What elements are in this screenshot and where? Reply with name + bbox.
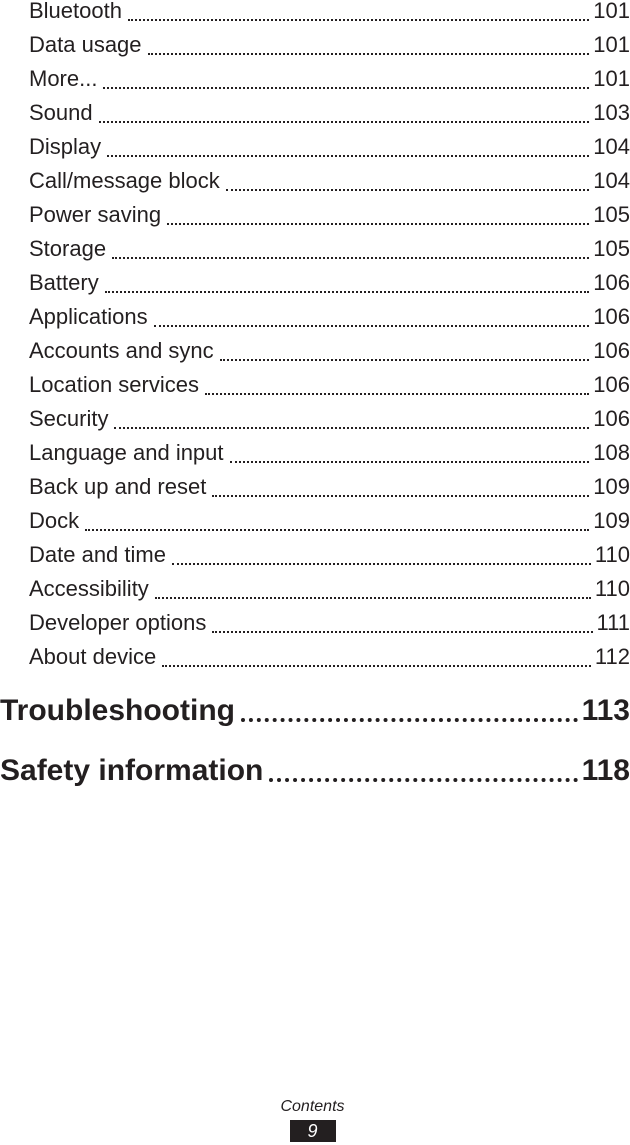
toc-entry-page: 108 bbox=[593, 440, 630, 465]
toc-section-label: Troubleshooting bbox=[0, 694, 235, 727]
toc-entry-call-message-block[interactable] bbox=[0, 168, 630, 204]
dot-leader bbox=[230, 461, 590, 463]
dot-leader bbox=[226, 189, 590, 191]
dot-leader bbox=[148, 53, 590, 55]
dot-leader bbox=[85, 529, 589, 531]
toc-entry-page: 101 bbox=[593, 66, 630, 91]
toc-entry-page: 112 bbox=[594, 644, 630, 669]
footer-section-name: Contents bbox=[280, 1098, 345, 1115]
toc-entry-label: Location services bbox=[29, 372, 199, 397]
toc-entry-page: 106 bbox=[593, 338, 630, 363]
dot-leader bbox=[112, 257, 589, 259]
toc-entry-page: 106 bbox=[593, 372, 630, 397]
toc-entry-data-usage[interactable] bbox=[0, 32, 630, 68]
toc-entry-label: Back up and reset bbox=[29, 474, 207, 499]
dot-leader bbox=[241, 718, 578, 722]
toc-entry-sound[interactable] bbox=[0, 100, 630, 136]
dot-leader bbox=[162, 665, 591, 667]
dot-leader bbox=[128, 19, 589, 21]
dot-leader bbox=[155, 597, 591, 599]
toc-entry-battery[interactable] bbox=[0, 270, 630, 306]
dot-leader bbox=[99, 121, 590, 123]
toc-entry-date-and-time[interactable] bbox=[0, 542, 630, 578]
toc-section-page: 113 bbox=[581, 694, 630, 727]
toc-entry-page: 104 bbox=[593, 168, 630, 193]
toc-section-page: 118 bbox=[581, 754, 630, 787]
toc-entry-page: 105 bbox=[593, 202, 630, 227]
toc-entry-page: 103 bbox=[593, 100, 630, 125]
toc-entry-power-saving[interactable] bbox=[0, 202, 630, 238]
toc-entry-security[interactable] bbox=[0, 406, 630, 442]
toc-entry-label: Security bbox=[29, 406, 109, 431]
toc-entry-language-and-input[interactable] bbox=[0, 440, 630, 476]
toc-entry-label: Applications bbox=[29, 304, 148, 329]
dot-leader bbox=[103, 87, 589, 89]
toc-entry-dock[interactable] bbox=[0, 508, 630, 544]
dot-leader bbox=[269, 778, 577, 782]
toc-entry-page: 106 bbox=[593, 270, 630, 295]
toc-entry-more[interactable] bbox=[0, 66, 630, 102]
dot-leader bbox=[172, 563, 591, 565]
toc-entry-page: 106 bbox=[593, 304, 630, 329]
dot-leader bbox=[154, 325, 590, 327]
toc-entry-page: 110 bbox=[594, 576, 630, 601]
toc-entry-storage[interactable] bbox=[0, 236, 630, 272]
toc-entry-label: Battery bbox=[29, 270, 99, 295]
toc-entry-label: Dock bbox=[29, 508, 80, 533]
toc-entry-accounts-and-sync[interactable] bbox=[0, 338, 630, 374]
toc-entry-label: Display bbox=[29, 134, 102, 159]
dot-leader bbox=[220, 359, 590, 361]
toc-entry-page: 110 bbox=[594, 542, 630, 567]
dot-leader bbox=[114, 427, 589, 429]
toc-entry-page: 101 bbox=[593, 0, 630, 23]
toc-section-label: Safety information bbox=[0, 754, 264, 787]
toc-entry-page: 101 bbox=[593, 32, 630, 57]
dot-leader bbox=[212, 631, 592, 633]
toc-entry-label: Power saving bbox=[29, 202, 162, 227]
toc-section-troubleshooting[interactable] bbox=[0, 694, 630, 736]
dot-leader bbox=[212, 495, 589, 497]
toc-entry-applications[interactable] bbox=[0, 304, 630, 340]
toc-entry-label: Developer options bbox=[29, 610, 207, 635]
dot-leader bbox=[167, 223, 589, 225]
toc-entry-label: Storage bbox=[29, 236, 107, 261]
toc-entry-about-device[interactable] bbox=[0, 644, 630, 680]
toc-section-safety-information[interactable] bbox=[0, 754, 630, 796]
toc-entry-label: Language and input bbox=[29, 440, 224, 465]
toc-entry-back-up-and-reset[interactable] bbox=[0, 474, 630, 510]
dot-leader bbox=[105, 291, 590, 293]
toc-entry-label: Bluetooth bbox=[29, 0, 122, 23]
toc-entry-label: More... bbox=[29, 66, 98, 91]
toc-entry-page: 104 bbox=[593, 134, 630, 159]
toc-entry-bluetooth[interactable] bbox=[0, 0, 630, 34]
toc-entry-label: Sound bbox=[29, 100, 93, 125]
toc-entry-page: 109 bbox=[593, 508, 630, 533]
toc-entry-page: 109 bbox=[593, 474, 630, 499]
toc-entry-label: Data usage bbox=[29, 32, 142, 57]
toc-entry-accessibility[interactable] bbox=[0, 576, 630, 612]
toc-entry-page: 111 bbox=[596, 610, 630, 635]
dot-leader bbox=[107, 155, 589, 157]
toc-entry-page: 105 bbox=[593, 236, 630, 261]
page-footer bbox=[0, 1098, 630, 1142]
toc-entry-label: About device bbox=[29, 644, 157, 669]
toc-entry-page: 106 bbox=[593, 406, 630, 431]
toc-entry-developer-options[interactable] bbox=[0, 610, 630, 646]
footer-page-number: 9 bbox=[290, 1120, 336, 1142]
toc-entry-display[interactable] bbox=[0, 134, 630, 170]
toc-entry-label: Date and time bbox=[29, 542, 166, 567]
toc-entry-location-services[interactable] bbox=[0, 372, 630, 408]
toc-entry-label: Accounts and sync bbox=[29, 338, 214, 363]
dot-leader bbox=[205, 393, 589, 395]
toc-entry-label: Call/message block bbox=[29, 168, 220, 193]
toc-entry-label: Accessibility bbox=[29, 576, 149, 601]
